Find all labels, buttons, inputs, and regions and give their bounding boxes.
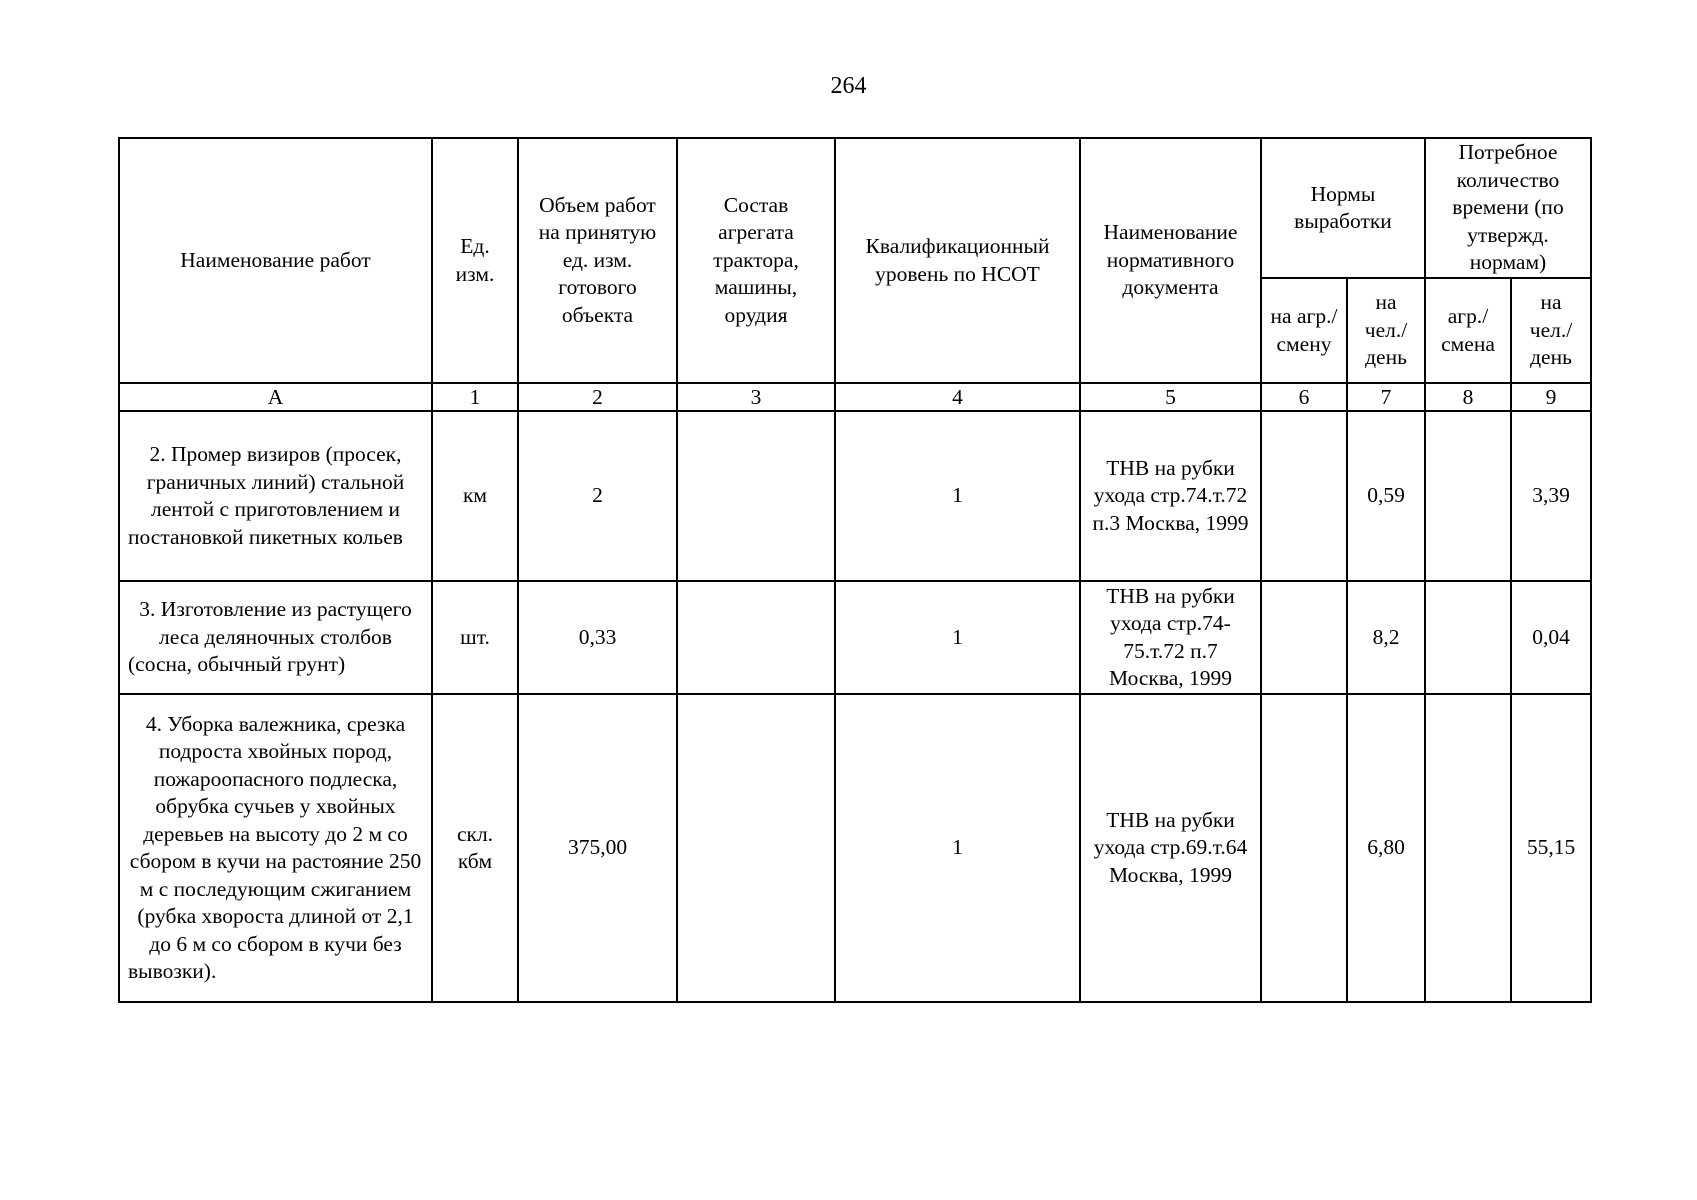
unit-cell: скл. кбм — [432, 694, 518, 1002]
header-norms-agr: на агр./ смену — [1261, 278, 1347, 383]
unit-cell: км — [432, 411, 518, 581]
column-index: 6 — [1261, 383, 1347, 411]
volume-cell: 375,00 — [518, 694, 677, 1002]
norm-person-cell: 8,2 — [1347, 581, 1425, 694]
column-index: А — [119, 383, 432, 411]
composition-cell — [677, 411, 835, 581]
header-time-person: на чел./ день — [1511, 278, 1591, 383]
time-agr-cell — [1425, 694, 1511, 1002]
time-person-cell: 55,15 — [1511, 694, 1591, 1002]
column-index-row — [119, 383, 1591, 411]
header-time-required: Потребное количество времени (по утвержд. нормам) — [1425, 138, 1591, 278]
norm-agr-cell — [1261, 581, 1347, 694]
norm-agr-cell — [1261, 694, 1347, 1002]
column-index: 8 — [1425, 383, 1511, 411]
header-norms-person: на чел./ день — [1347, 278, 1425, 383]
column-index: 3 — [677, 383, 835, 411]
column-index: 9 — [1511, 383, 1591, 411]
work-name-cell: 2. Промер визиров (просек, граничных линий) стальной лентой с приготовлением и постановкой пикетных кольев — [119, 411, 432, 581]
header-norms: Нормы выработки — [1261, 138, 1425, 278]
time-agr-cell — [1425, 581, 1511, 694]
document-cell: ТНВ на рубки ухода стр.74.т.72 п.3 Москва, 1999 — [1080, 411, 1261, 581]
header-composition: Состав агрегата трактора, машины, орудия — [677, 138, 835, 383]
composition-cell — [677, 581, 835, 694]
header-volume: Объем работ на принятую ед. изм. готового объекта — [518, 138, 677, 383]
header-name: Наименование работ — [119, 138, 432, 383]
page-number: 264 — [830, 73, 867, 99]
work-norms-table — [118, 137, 1592, 1003]
column-index: 2 — [518, 383, 677, 411]
document-cell: ТНВ на рубки ухода стр.69.т.64 Москва, 1999 — [1080, 694, 1261, 1002]
table-row — [119, 581, 1591, 694]
header-qualification: Квалификационный уровень по НСОТ — [835, 138, 1080, 383]
column-index: 5 — [1080, 383, 1261, 411]
composition-cell — [677, 694, 835, 1002]
qualification-cell: 1 — [835, 694, 1080, 1002]
time-agr-cell — [1425, 411, 1511, 581]
table-row — [119, 411, 1591, 581]
document-cell: ТНВ на рубки ухода стр.74-75.т.72 п.7 Москва, 1999 — [1080, 581, 1261, 694]
norm-agr-cell — [1261, 411, 1347, 581]
header-document: Наименование нормативного документа — [1080, 138, 1261, 383]
header-unit: Ед. изм. — [432, 138, 518, 383]
norm-person-cell: 6,80 — [1347, 694, 1425, 1002]
qualification-cell: 1 — [835, 411, 1080, 581]
column-index: 7 — [1347, 383, 1425, 411]
unit-cell: шт. — [432, 581, 518, 694]
column-index: 4 — [835, 383, 1080, 411]
work-name-cell: 3. Изготовление из растущего леса деляночных столбов (сосна, обычный грунт) — [119, 581, 432, 694]
time-person-cell: 3,39 — [1511, 411, 1591, 581]
header-time-agr: агр./ смена — [1425, 278, 1511, 383]
volume-cell: 2 — [518, 411, 677, 581]
qualification-cell: 1 — [835, 581, 1080, 694]
column-index: 1 — [432, 383, 518, 411]
table-row — [119, 694, 1591, 1002]
work-name-cell: 4. Уборка валежника, срезка подроста хвойных пород, пожароопасного подлеска, обрубка сучьев у хвойных деревьев на высоту до 2 м со сбором в кучи на растояние 250 м с последующим сжиганием (рубка хвороста длиной от 2,1 до 6 м со сбором в кучи без вывозки). — [119, 694, 432, 1002]
header-row — [119, 138, 1591, 278]
time-person-cell: 0,04 — [1511, 581, 1591, 694]
norm-person-cell: 0,59 — [1347, 411, 1425, 581]
volume-cell: 0,33 — [518, 581, 677, 694]
